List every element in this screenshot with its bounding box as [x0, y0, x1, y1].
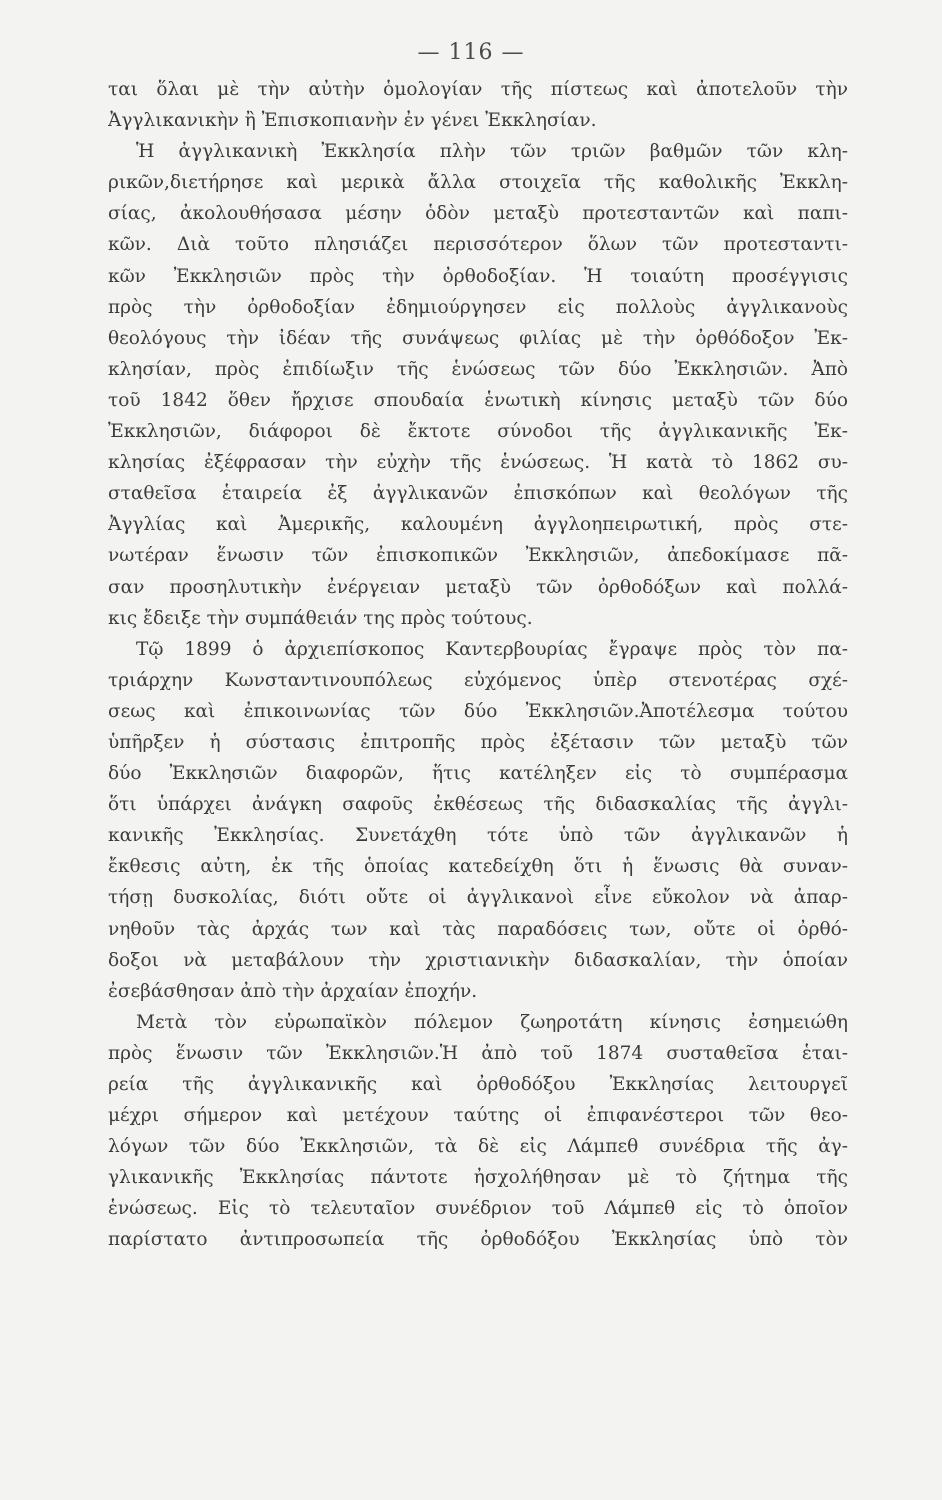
text-line: Ἀγγλίας καὶ Ἀμερικῆς, καλουμένη ἀγγλοηπειρωτική, πρὸς στε- [108, 514, 848, 536]
page-number: — 116 — [417, 40, 525, 65]
text-line: Ἀγγλικανικὴν ἢ Ἐπισκοπιανὴν ἐν γένει Ἐκκλησίαν. [108, 110, 597, 132]
text-line: δοξοι νὰ μεταβάλουν τὴν χριστιανικὴν διδασκαλίαν, τὴν ὁποίαν [108, 949, 848, 971]
text-line: γλικανικῆς Ἐκκλησίας πάντοτε ἠσχολήθησαν μὲ τὸ ζήτημα τῆς [108, 1167, 848, 1189]
text-line: κλησίας ἐξέφρασαν τὴν εὐχὴν τῆς ἑνώσεως. Ἡ κατὰ τὸ 1862 συ- [108, 452, 848, 474]
text-line: ὑπῆρξεν ἡ σύστασις ἐπιτροπῆς πρὸς ἐξέτασιν τῶν μεταξὺ τῶν [108, 731, 848, 753]
text-line: δύο Ἐκκλησιῶν διαφορῶν, ἥτις κατέληξεν εἰς τὸ συμπέρασμα [108, 763, 848, 785]
text-line: παρίστατο ἀντιπροσωπεία τῆς ὀρθοδόξου Ἐκκλησίας ὑπὸ τὸν [108, 1229, 848, 1251]
text-line: Μετὰ τὸν εὐρωπαϊκὸν πόλεμον ζωηροτάτη κίνησις ἐσημειώθη [136, 1011, 848, 1033]
text-line: Τῷ 1899 ὁ ἀρχιεπίσκοπος Καντερβουρίας ἔγραψε πρὸς τὸν πα- [136, 638, 848, 660]
body-text [108, 74, 848, 1256]
text-line: ται ὅλαι μὲ τὴν αὐτὴν ὁμολογίαν τῆς πίστεως καὶ ἀποτελοῦν τὴν [108, 79, 848, 100]
text-line: κλησίαν, πρὸς ἐπιδίωξιν τῆς ἑνώσεως τῶν δύο Ἐκκλησιῶν. Ἀπὸ [108, 358, 848, 380]
text-line: τήσῃ δυσκολίας, διότι οὔτε οἱ ἀγγλικανοὶ εἶνε εὔκολον νὰ ἀπαρ- [108, 887, 848, 909]
text-line: Ἐκκλησιῶν, διάφοροι δὲ ἔκτοτε σύνοδοι τῆς ἀγγλικανικῆς Ἐκ- [108, 421, 848, 443]
text-line: πρὸς ἕνωσιν τῶν Ἐκκλησιῶν.Ἡ ἀπὸ τοῦ 1874 συσταθεῖσα ἑται- [108, 1042, 848, 1064]
text-line: θεολόγους τὴν ἰδέαν τῆς συνάψεως φιλίας μὲ τὴν ὀρθόδοξον Ἐκ- [108, 327, 848, 349]
text-line: ἔκθεσις αὐτη, ἐκ τῆς ὁποίας κατεδείχθη ὅτι ἡ ἕνωσις θὰ συναν- [108, 856, 848, 878]
text-line: σαν προσηλυτικὴν ἐνέργειαν μεταξὺ τῶν ὀρθοδόξων καὶ πολλά- [108, 576, 848, 598]
text-line: Ἡ ἀγγλικανικὴ Ἐκκλησία πλὴν τῶν τριῶν βαθμῶν τῶν κλη- [136, 141, 848, 163]
text-line: σεως καὶ ἐπικοινωνίας τῶν δύο Ἐκκλησιῶν.Ἀποτέλεσμα τούτου [108, 700, 848, 722]
text-line: κις ἔδειξε τὴν συμπάθειάν της πρὸς τούτους. [108, 607, 533, 629]
text-line: λόγων τῶν δύο Ἐκκλησιῶν, τὰ δὲ εἰς Λάμπεθ συνέδρια τῆς ἀγ- [108, 1136, 848, 1158]
text-line: νηθοῦν τὰς ἀρχάς των καὶ τὰς παραδόσεις των, οὔτε οἱ ὀρθό- [108, 918, 848, 940]
text-line: κῶν. Διὰ τοῦτο πλησιάζει περισσότερον ὅλων τῶν προτεσταντι- [108, 234, 848, 256]
text-line: σταθεῖσα ἑταιρεία ἐξ ἀγγλικανῶν ἐπισκόπων καὶ θεολόγων τῆς [108, 483, 848, 505]
text-line: τριάρχην Κωνσταντινουπόλεως εὐχόμενος ὑπὲρ στενοτέρας σχέ- [108, 669, 848, 691]
text-line: τοῦ 1842 ὅθεν ἤρχισε σπουδαία ἑνωτικὴ κίνησις μεταξὺ τῶν δύο [108, 389, 848, 411]
text-line: νωτέραν ἕνωσιν τῶν ἐπισκοπικῶν Ἐκκλησιῶν, ἀπεδοκίμασε πᾶ- [108, 545, 848, 567]
text-line: μέχρι σήμερον καὶ μετέχουν ταύτης οἱ ἐπιφανέστεροι τῶν θεο- [108, 1105, 848, 1127]
text-line: σίας, ἀκολουθήσασα μέσην ὁδὸν μεταξὺ προτεσταντῶν καὶ παπι- [108, 203, 848, 225]
text-line: ρεία τῆς ἀγγλικανικῆς καὶ ὀρθοδόξου Ἐκκλησίας λειτουργεῖ [108, 1074, 848, 1095]
text-line: ρικῶν,διετήρησε καὶ μερικὰ ἄλλα στοιχεῖα τῆς καθολικῆς Ἐκκλη- [108, 172, 848, 194]
text-line: πρὸς τὴν ὀρθοδοξίαν ἐδημιούργησεν εἰς πολλοὺς ἀγγλικανοὺς [108, 296, 848, 318]
text-line: ἑνώσεως. Εἰς τὸ τελευταῖον συνέδριον τοῦ Λάμπεθ εἰς τὸ ὁποῖον [108, 1198, 848, 1220]
text-line: ἐσεβάσθησαν ἀπὸ τὴν ἀρχαίαν ἐποχήν. [108, 980, 478, 1002]
text-line: κανικῆς Ἐκκλησίας. Συνετάχθη τότε ὑπὸ τῶν ἀγγλικανῶν ἡ [108, 825, 848, 847]
text-line: κῶν Ἐκκλησιῶν πρὸς τὴν ὀρθοδοξίαν. Ἡ τοιαύτη προσέγγισις [108, 265, 848, 287]
text-line: ὅτι ὑπάρχει ἀνάγκη σαφοῦς ἐκθέσεως τῆς διδασκαλίας τῆς ἀγγλι- [108, 794, 848, 816]
